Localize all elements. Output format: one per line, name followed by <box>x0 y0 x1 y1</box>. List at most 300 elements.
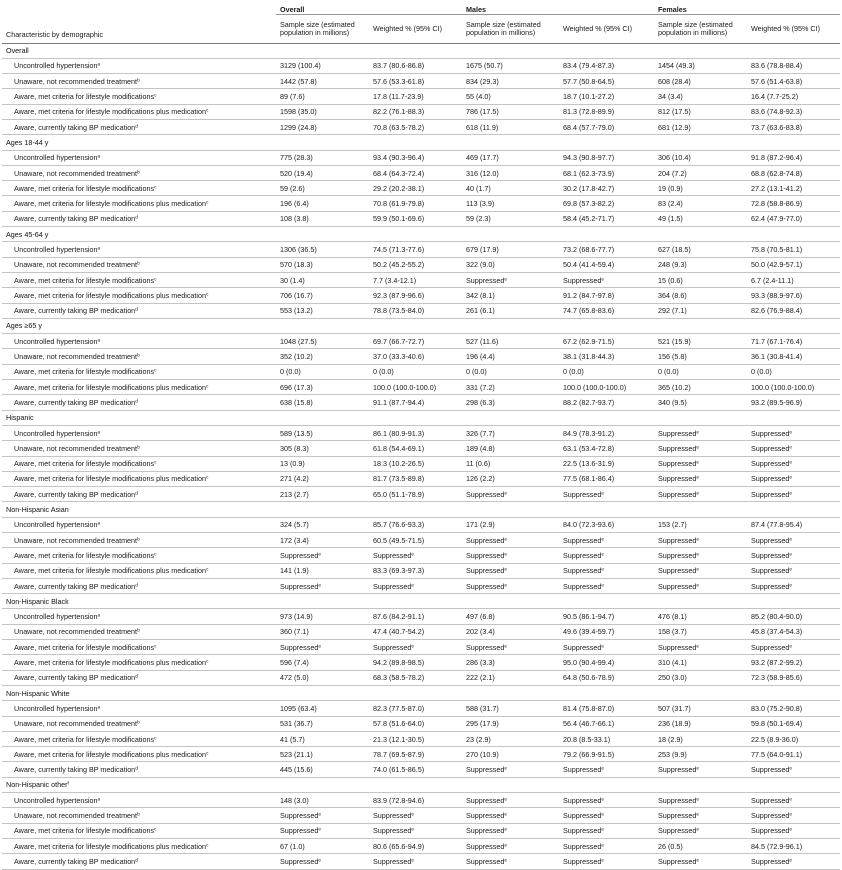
table-cell <box>654 165 747 180</box>
section-label <box>2 318 840 333</box>
row-label <box>2 747 276 762</box>
section-row <box>2 685 840 700</box>
cell-value: Suppressed <box>466 810 505 820</box>
cell-value: Suppressed <box>466 765 505 775</box>
table-cell <box>559 104 654 119</box>
table-cell <box>276 89 369 104</box>
table-cell <box>462 747 559 762</box>
footnote-marker: e <box>696 491 700 497</box>
footnote-marker: c <box>206 842 209 848</box>
row-label <box>2 334 276 349</box>
table-cell <box>559 609 654 624</box>
cell-value: 469 (17.7) <box>466 153 499 163</box>
footnote-marker: e <box>318 858 322 864</box>
cell-value: 775 (28.3) <box>280 153 313 163</box>
table-cell <box>747 808 840 823</box>
cell-value: Suppressed <box>563 581 602 591</box>
cell-value: 26 (0.5) <box>658 841 683 851</box>
table-cell <box>276 609 369 624</box>
row-label <box>2 441 276 456</box>
section-name: Hispanic <box>6 413 34 423</box>
cell-value: 79.2 (66.9-91.5) <box>563 749 615 759</box>
cell-value: 18.7 (10.1-27.2) <box>563 92 615 102</box>
table-cell <box>747 563 840 578</box>
footnote-marker: b <box>137 720 140 726</box>
table-cell <box>369 823 462 838</box>
cell-value: Suppressed <box>373 642 412 652</box>
cell-value: 91.2 (84.7-97.8) <box>563 290 615 300</box>
table-cell <box>559 119 654 134</box>
table-row <box>2 471 840 486</box>
table-cell <box>369 716 462 731</box>
table-cell <box>276 747 369 762</box>
table-cell <box>654 640 747 655</box>
table-cell <box>462 655 559 670</box>
table-row <box>2 548 840 563</box>
table-cell <box>559 58 654 73</box>
table-cell <box>559 624 654 639</box>
cell-value: Suppressed <box>466 826 505 836</box>
row-label <box>2 731 276 746</box>
cell-value: 80.6 (65.6-94.9) <box>373 841 425 851</box>
footnote-marker: e <box>696 797 700 803</box>
table-cell <box>747 257 840 272</box>
cell-value: 30 (1.4) <box>280 275 305 285</box>
table-cell <box>747 578 840 593</box>
cell-value: 520 (19.4) <box>280 168 313 178</box>
table-cell <box>654 425 747 440</box>
table-cell <box>369 793 462 808</box>
table-cell <box>559 716 654 731</box>
table-row <box>2 487 840 502</box>
cell-value: 82.3 (77.5-87.0) <box>373 703 425 713</box>
cell-value: Suppressed <box>563 535 602 545</box>
table-row <box>2 334 840 349</box>
table-cell <box>369 181 462 196</box>
row-label <box>2 640 276 655</box>
table-cell <box>747 58 840 73</box>
table-row <box>2 578 840 593</box>
footnote-marker: f <box>67 781 69 787</box>
cell-value: Suppressed <box>751 856 790 866</box>
table-cell <box>747 395 840 410</box>
row-label <box>2 578 276 593</box>
table-cell <box>654 288 747 303</box>
cell-value: 72.3 (58.9-85.6) <box>751 673 803 683</box>
row-label <box>2 364 276 379</box>
table-cell <box>559 823 654 838</box>
table-cell <box>654 793 747 808</box>
table-cell <box>747 334 840 349</box>
table-cell <box>654 74 747 89</box>
table-cell <box>462 364 559 379</box>
table-cell <box>747 441 840 456</box>
footnote-marker: e <box>601 812 605 818</box>
footnote-marker: e <box>789 812 793 818</box>
table-cell <box>654 670 747 685</box>
cell-value: 100.0 (100.0-100.0) <box>563 382 627 392</box>
cell-value: 108 (3.8) <box>280 214 309 224</box>
cell-value: Suppressed <box>658 765 697 775</box>
table-cell <box>369 89 462 104</box>
cell-value: 19 (0.9) <box>658 183 683 193</box>
footnote-marker: d <box>135 491 138 497</box>
cell-value: 62.4 (47.9-77.0) <box>751 214 803 224</box>
table-cell <box>462 823 559 838</box>
cell-value: 1454 (49.3) <box>658 61 695 71</box>
table-cell <box>559 89 654 104</box>
cell-value: 1299 (24.8) <box>280 122 317 132</box>
table-cell <box>462 762 559 777</box>
cell-value: 49 (1.5) <box>658 214 683 224</box>
table-row <box>2 747 840 762</box>
table-cell <box>747 854 840 869</box>
cell-value: Suppressed <box>658 474 697 484</box>
cell-value: 34 (3.4) <box>658 92 683 102</box>
row-label-text: Aware, currently taking BP medication <box>14 122 136 132</box>
row-label <box>2 211 276 226</box>
cell-value: 50.2 (45.2-55.2) <box>373 260 425 270</box>
cell-value: 85.2 (80.4-90.0) <box>751 612 803 622</box>
footnote-marker: e <box>789 582 793 588</box>
cell-value: 364 (8.6) <box>658 290 687 300</box>
table-cell <box>276 533 369 548</box>
table-cell <box>747 793 840 808</box>
cell-value: 445 (15.6) <box>280 765 313 775</box>
cell-value: 1598 (35.0) <box>280 107 317 117</box>
table-cell <box>747 747 840 762</box>
table-cell <box>276 181 369 196</box>
section-name: Ages 18-44 y <box>6 137 49 147</box>
table-cell <box>654 655 747 670</box>
table-cell <box>747 165 840 180</box>
footnote-marker: c <box>206 384 209 390</box>
cell-value: 94.2 (89.8-98.5) <box>373 658 425 668</box>
footnote-marker: e <box>789 537 793 543</box>
cell-value: 50.4 (41.4-59.4) <box>563 260 615 270</box>
table-cell <box>276 395 369 410</box>
cell-value: 126 (2.2) <box>466 474 495 484</box>
row-label-text: Uncontrolled hypertension <box>14 703 98 713</box>
section-label <box>2 43 840 58</box>
table-row <box>2 823 840 838</box>
section-label <box>2 227 840 242</box>
cell-value: Suppressed <box>373 581 412 591</box>
table-cell <box>462 716 559 731</box>
table-cell <box>369 808 462 823</box>
cell-value: Suppressed <box>751 826 790 836</box>
cell-value: 85.7 (76.6-93.3) <box>373 520 425 530</box>
section-label <box>2 135 840 150</box>
row-label-text: Aware, met criteria for lifestyle modifications <box>14 275 155 285</box>
table-cell <box>559 364 654 379</box>
cell-value: 305 (8.3) <box>280 443 309 453</box>
footnote-marker: e <box>601 582 605 588</box>
footnote-marker: c <box>154 460 157 466</box>
table-cell <box>369 624 462 639</box>
table-body <box>2 43 840 869</box>
table-cell <box>276 242 369 257</box>
cell-value: 834 (29.3) <box>466 76 499 86</box>
row-label <box>2 425 276 440</box>
cell-value: 7.7 (3.4-12.1) <box>373 275 417 285</box>
row-label <box>2 165 276 180</box>
table-cell <box>747 716 840 731</box>
footnote-marker: e <box>696 582 700 588</box>
footnote-marker: a <box>97 154 101 160</box>
table-cell <box>369 303 462 318</box>
footnote-marker: e <box>789 445 793 451</box>
table-cell <box>369 349 462 364</box>
row-label-text: Uncontrolled hypertension <box>14 612 98 622</box>
table-cell <box>276 624 369 639</box>
cell-value: 61.8 (54.4-69.1) <box>373 443 425 453</box>
table-cell <box>462 456 559 471</box>
table-cell <box>654 380 747 395</box>
table-cell <box>559 380 654 395</box>
cell-value: 70.8 (63.5-78.2) <box>373 122 425 132</box>
col-header-sample-males: Sample size (estimated population in millions) <box>466 19 541 38</box>
cell-value: 57.7 (50.8-64.5) <box>563 76 615 86</box>
cell-value: 15 (0.6) <box>658 275 683 285</box>
footnote-marker: e <box>411 552 415 558</box>
cell-value: 23 (2.9) <box>466 734 491 744</box>
cell-value: Suppressed <box>563 275 602 285</box>
footnote-marker: e <box>696 827 700 833</box>
cell-value: 365 (10.2) <box>658 382 691 392</box>
cell-value: 74.5 (71.3-77.6) <box>373 245 425 254</box>
table-cell <box>654 823 747 838</box>
footnote-marker: c <box>154 93 157 99</box>
row-label-text: Uncontrolled hypertension <box>14 245 98 254</box>
cell-value: Suppressed <box>751 428 790 438</box>
cell-value: 36.1 (30.8-41.4) <box>751 352 803 362</box>
cell-value: 706 (16.7) <box>280 290 313 300</box>
cell-value: Suppressed <box>280 810 319 820</box>
cell-value: 340 (9.5) <box>658 397 687 407</box>
table-row <box>2 609 840 624</box>
cell-value: 608 (28.4) <box>658 76 691 86</box>
cell-value: 298 (6.3) <box>466 397 495 407</box>
table-cell <box>747 89 840 104</box>
footnote-marker: b <box>137 78 140 84</box>
footnote-marker: e <box>504 858 508 864</box>
table-cell <box>369 838 462 853</box>
table-cell <box>369 441 462 456</box>
cell-value: 1675 (50.7) <box>466 61 503 71</box>
row-label-text: Unaware, not recommended treatment <box>14 810 138 820</box>
cell-value: 90.5 (86.1-94.7) <box>563 612 615 622</box>
cell-value: Suppressed <box>466 795 505 805</box>
cell-value: 87.4 (77.8-95.4) <box>751 520 803 530</box>
cell-value: 531 (36.7) <box>280 719 313 729</box>
table-cell <box>369 364 462 379</box>
section-name: Non-Hispanic White <box>6 688 70 698</box>
cell-value: Suppressed <box>751 550 790 560</box>
table-cell <box>462 395 559 410</box>
row-label <box>2 242 276 257</box>
table-cell <box>276 854 369 869</box>
table-cell <box>654 716 747 731</box>
table-cell <box>369 747 462 762</box>
table-row <box>2 288 840 303</box>
cell-value: 93.4 (90.3-96.4) <box>373 153 425 163</box>
table-cell <box>462 670 559 685</box>
cell-value: 86.1 (80.9-91.3) <box>373 428 425 438</box>
table-cell <box>654 242 747 257</box>
footnote-marker: d <box>135 215 138 221</box>
row-label <box>2 272 276 287</box>
table-cell <box>654 349 747 364</box>
table-cell <box>747 762 840 777</box>
table-cell <box>462 487 559 502</box>
table-cell <box>559 303 654 318</box>
footnote-marker: b <box>137 353 140 359</box>
table-cell <box>559 196 654 211</box>
cell-value: Suppressed <box>563 856 602 866</box>
cell-value: 83 (2.4) <box>658 199 683 209</box>
row-label <box>2 119 276 134</box>
row-label-text: Unaware, not recommended treatment <box>14 168 138 178</box>
table-cell <box>462 303 559 318</box>
cell-value: 68.4 (64.3-72.4) <box>373 168 425 178</box>
cell-value: 68.8 (62.8-74.8) <box>751 168 803 178</box>
table-cell <box>369 533 462 548</box>
table-cell <box>559 640 654 655</box>
footnote-marker: e <box>696 766 700 772</box>
cell-value: 1048 (27.5) <box>280 336 317 346</box>
footnote-marker: e <box>601 766 605 772</box>
cell-value: 222 (2.1) <box>466 673 495 683</box>
footnote-marker: c <box>206 475 209 481</box>
table-cell <box>369 104 462 119</box>
cell-value: 74.7 (65.8-83.6) <box>563 306 615 316</box>
row-label-text: Aware, met criteria for lifestyle modifications plus medication <box>14 566 207 576</box>
cell-value: 55 (4.0) <box>466 92 491 102</box>
cell-value: 74.0 (61.5-86.5) <box>373 765 425 775</box>
cell-value: Suppressed <box>658 795 697 805</box>
footnote-marker: a <box>97 613 101 619</box>
cell-value: Suppressed <box>466 550 505 560</box>
footnote-marker: e <box>504 812 508 818</box>
footnote-marker: e <box>504 537 508 543</box>
footnote-marker: b <box>137 537 140 543</box>
table-cell <box>559 181 654 196</box>
table-cell <box>559 563 654 578</box>
table-cell <box>654 609 747 624</box>
cell-value: Suppressed <box>658 581 697 591</box>
table-cell <box>559 425 654 440</box>
table-cell <box>462 104 559 119</box>
row-label-text: Aware, met criteria for lifestyle modifications <box>14 642 155 652</box>
table-cell <box>462 563 559 578</box>
cell-value: Suppressed <box>751 810 790 820</box>
footnote-marker: e <box>504 491 508 497</box>
cell-value: 570 (18.3) <box>280 260 313 270</box>
row-label-text: Aware, currently taking BP medication <box>14 581 136 591</box>
row-label-text: Aware, met criteria for lifestyle modifications plus medication <box>14 841 207 851</box>
footnote-marker: c <box>154 277 157 282</box>
table-cell <box>369 854 462 869</box>
cell-value: 0 (0.0) <box>563 367 584 377</box>
row-label-text: Unaware, not recommended treatment <box>14 535 138 545</box>
footnote-marker: e <box>601 537 605 543</box>
table-cell <box>462 701 559 716</box>
cell-value: Suppressed <box>751 642 790 652</box>
cell-value: 306 (10.4) <box>658 153 691 163</box>
table-row <box>2 670 840 685</box>
table-cell <box>369 487 462 502</box>
cell-value: 81.3 (72.8-89.9) <box>563 107 615 117</box>
table-cell <box>654 456 747 471</box>
table-cell <box>462 808 559 823</box>
footnote-marker: c <box>206 751 209 757</box>
table-cell <box>747 380 840 395</box>
row-label <box>2 701 276 716</box>
cell-value: 83.3 (69.3-97.3) <box>373 566 425 576</box>
cell-value: Suppressed <box>466 841 505 851</box>
table-cell <box>747 823 840 838</box>
row-label-text: Aware, currently taking BP medication <box>14 214 136 224</box>
footnote-marker: e <box>696 644 700 650</box>
table-cell <box>462 242 559 257</box>
cell-value: 812 (17.5) <box>658 107 691 117</box>
table-cell <box>747 640 840 655</box>
table-cell <box>747 548 840 563</box>
cell-value: 22.5 (8.9-36.0) <box>751 734 799 744</box>
table-cell <box>654 701 747 716</box>
row-label <box>2 838 276 853</box>
table-cell <box>276 640 369 655</box>
footnote-marker: e <box>411 858 415 864</box>
cell-value: 58.4 (45.2-71.7) <box>563 214 615 224</box>
table-cell <box>559 747 654 762</box>
group-header-row <box>2 2 840 15</box>
cell-value: Suppressed <box>466 489 505 499</box>
table-cell <box>369 165 462 180</box>
section-name: Non-Hispanic Black <box>6 596 69 606</box>
row-label <box>2 670 276 685</box>
table-cell <box>462 517 559 532</box>
footnote-marker: d <box>135 307 138 313</box>
cell-value: Suppressed <box>563 566 602 576</box>
cell-value: 6.7 (2.4-11.1) <box>751 275 794 285</box>
table-cell <box>276 808 369 823</box>
table-cell <box>654 334 747 349</box>
footnote-marker: d <box>135 124 138 130</box>
cell-value: 57.6 (51.4-63.8) <box>751 76 803 86</box>
table-cell <box>369 731 462 746</box>
cell-value: 17.8 (11.7-23.9) <box>373 92 424 102</box>
table-cell <box>276 211 369 226</box>
cell-value: 81.7 (73.5-89.8) <box>373 474 425 484</box>
table-cell <box>654 303 747 318</box>
row-label-text: Unaware, not recommended treatment <box>14 260 138 270</box>
section-row <box>2 318 840 333</box>
table-cell <box>654 196 747 211</box>
cell-value: 93.2 (89.5-96.9) <box>751 397 803 407</box>
footnote-marker: e <box>504 797 508 803</box>
cell-value: 56.4 (46.7-66.1) <box>563 719 615 729</box>
section-label <box>2 685 840 700</box>
cell-value: 72.8 (58.8-86.9) <box>751 199 803 209</box>
cell-value: Suppressed <box>466 275 505 285</box>
table-cell <box>276 334 369 349</box>
cell-value: Suppressed <box>280 642 319 652</box>
row-label <box>2 854 276 869</box>
table-cell <box>276 349 369 364</box>
table-row <box>2 762 840 777</box>
